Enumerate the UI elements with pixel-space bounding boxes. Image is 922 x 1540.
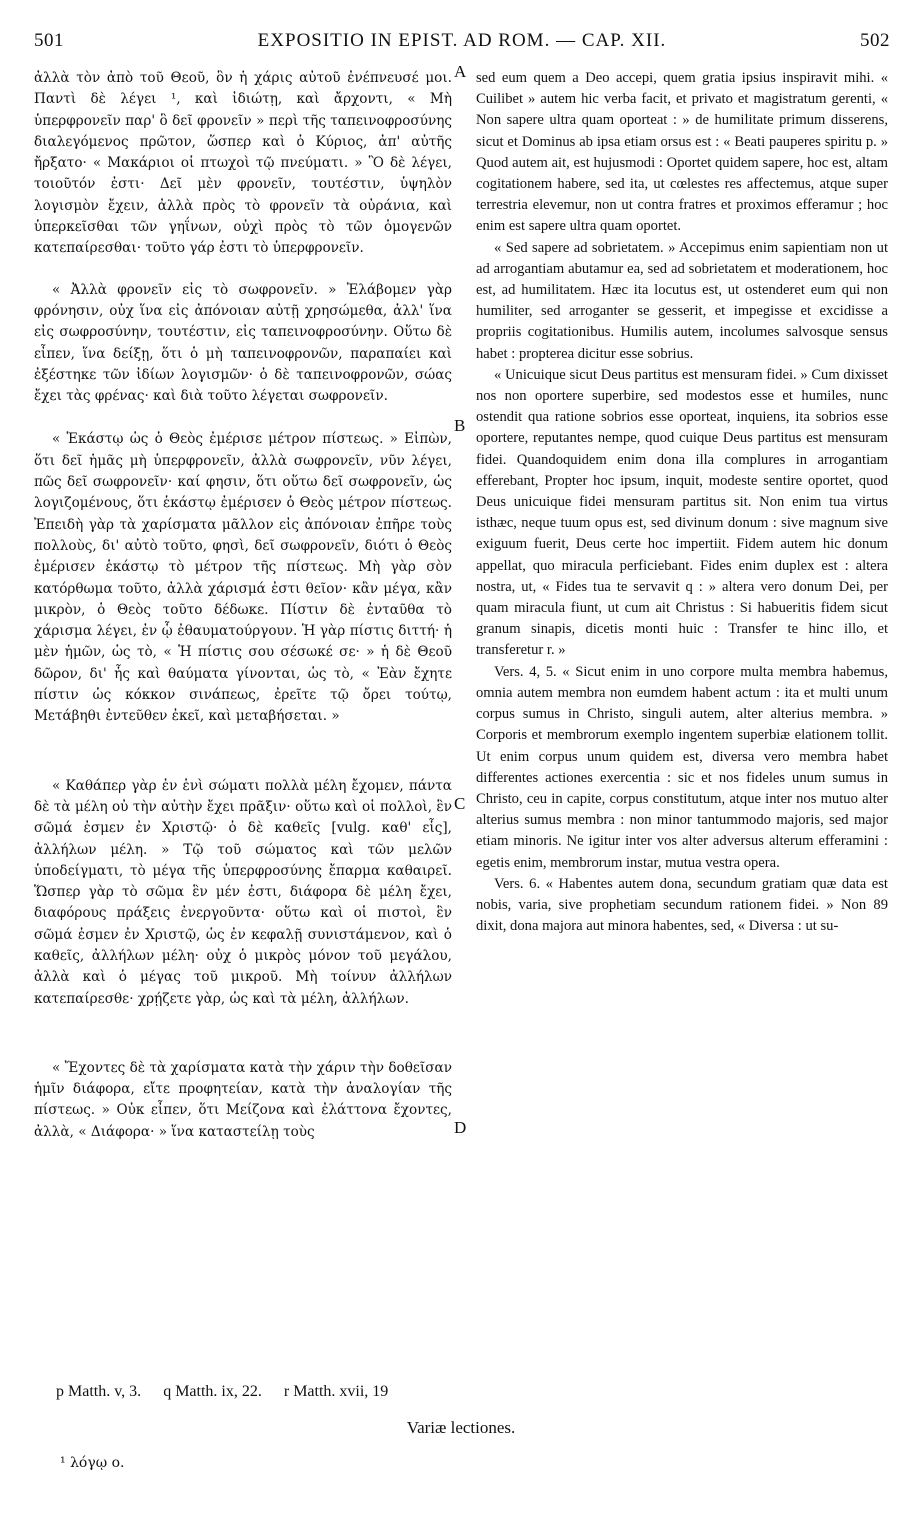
page-header	[34, 30, 890, 58]
latin-column	[476, 68, 888, 937]
greek-paragraph: « Καθάπερ γὰρ ἐν ἑνὶ σώματι πολλὰ μέλη ἔχομεν, πάντα δὲ τὰ μέλη οὐ τὴν αὐτὴν ἔχει πρᾶξιν· οὕτω καὶ οἱ πολλοὶ, ἓν σῶμά ἐσμεν ἐν Χριστῷ· ὁ δὲ καθεῖς [vulg. καθ' εἷς], ἀλλήλων μέλη. » Τῷ τοῦ σώματος καὶ τῶν μελῶν ὑποδείγματι, τὸ μέγα τῆς ὑπερφροσύνης ἔπαρμα καθαιρεῖ. Ὥσπερ γὰρ τὸ σῶμα ἓν μέν ἐστι, διάφορα δὲ μέλη ἔχει, διαφόρους πράξεις ἐνεργοῦντα· οὕτω καὶ οἱ πιστοὶ, ἓν σῶμά ἐσμεν ἐν Χριστῷ, ὡς ἐν κεφαλῇ συνιστάμενον, καὶ ὁ καθεῖς, ἀλλήλων μέλη· οὐχ ὁ μικρὸς μόνον τοῦ μεγάλου, ἀλλὰ καὶ ὁ μέγας τοῦ μικροῦ. Μὴ τοίνυν ἀλλήλων κατεπαίρεσθε· χρῄζετε γὰρ, ὡς καὶ τὰ μέλη, ἀλλήλων.	[34, 777, 452, 1007]
margin-letter-c: C	[454, 794, 466, 813]
running-title: EXPOSITIO IN EPIST. AD ROM. — CAP. XII.	[257, 30, 667, 51]
greek-paragraph: « Ἔχοντες δὲ τὰ χαρίσματα κατὰ τὴν χάριν τὴν δοθεῖσαν ἡμῖν διάφορα, εἴτε προφητείαν, κατὰ τὴν ἀναλογίαν τῆς πίστεως. » Οὐκ εἶπεν, ὅτι Μείζονα καὶ ἐλάττονα ἔχοντες, ἀλλὰ, « Διάφορα· » ἵνα καταστείλῃ τοὺς	[34, 1059, 452, 1140]
margin-letter-b: B	[454, 416, 466, 435]
greek-paragraph: « Ἑκάστῳ ὡς ὁ Θεὸς ἐμέρισε μέτρον πίστεως. » Εἰπὼν, ὅτι δεῖ ἡμᾶς μὴ ὑπερφρονεῖν, ἀλλὰ σωφρονεῖν, νῦν λέγει, πῶς δεῖ σωφρονεῖν· καί φησιν, ὅτι οὕτω δεῖ σωφρονεῖν, ὡς λογιζομένους, ὅτι ἑκάστῳ ἐμέρισεν ὁ Θεὸς μέτρον πίστεως. Ἐπειδὴ γὰρ τὰ χαρίσματα μᾶλλον εἰς ἀπόνοιαν ἐπῆρε τοὺς πολλοὺς, δι' αὐτὸ τοῦτο, φησὶ, δεῖ σωφρονεῖν, διότι ὁ Θεὸς ἐμέρισεν ἑκάστῳ τὸ μέτρον τῆς πίστεως. Μὴ γὰρ σὸν κατόρθωμα τοῦτο, ἀλλὰ χάρισμά ἐστι θεῖον· κἂν μέγα, κἂν μικρὸν, ὁ Θεὸς τοῦτο δέδωκε. Πίστιν δὲ ἐνταῦθα τὸ χάρισμα λέγει, ἐν ᾧ ἐθαυματούργουν. Ἡ γὰρ πίστις διττή· ἡ μὲν ἡμῶν, ὡς τὸ, « Ἡ πίστις σου σέσωκέ σε· » ἡ δὲ Θεοῦ δῶρον, δι' ἧς καὶ θαύματα γίνονται, ὡς τὸ, « Ἐὰν ἔχητε πίστιν ὡς κόκκον σινάπεως, ἐρεῖτε τῷ ὄρει τούτῳ, Μετάβηθι ἐντεῦθεν ἐκεῖ, καὶ μεταβήσεται. »	[34, 431, 452, 725]
scripture-references	[56, 1383, 406, 1401]
latin-paragraph: Vers. 4, 5. « Sicut enim in uno corpore multa membra habemus, omnia autem membra non eumdem habent actum : ita et multi unum corpus sumus in Christo, singuli autem, alter alterius membra. » Corporis et membrorum exemplo ingentem superbiæ elationem tollit. Ut enim corpus unum quidem est, diversa vero membra habet differentes actiones exercentia : sic et nos fideles unum sumus in Christo, ceu in capite, corpus constitutum, atque inter nos mutuo alter alterius sumus membra : non minor tantummodo majoris, sed major etiam minoris. Ne igitur inter vos alter adversus alterum efferamini : egetis enim, membrorum instar, mutua vestra opera.	[476, 663, 888, 871]
variant-reading: ¹ λόγῳ ο.	[60, 1455, 125, 1471]
latin-paragraph: sed eum quem a Deo accepi, quem gratia ipsius inspiravit mihi. « Cuilibet » autem hic verba facit, et privato et magistratum gerenti, « Non sapere ultra quam oporteat : » de humilitate primum disserens, sicut et Dominus ab ipsa etiam orsus est : « Beati pauperes spiritu p. » Quod autem ait, est hujusmodi : Oportet quidem sapere, hoc est, altam cogitationem habere, sed ita, ut cœlestes res affectemus, atque super terrestria elevemur, non ut contra fratres et proximos efferamur ; hoc enim est sapere ultra quam oportet.	[476, 70, 888, 235]
latin-paragraph: « Sed sapere ad sobrietatem. » Accepimus enim sapientiam non ut ad arrogantiam abutamur ea, sed ad sobrietatem et moderationem, hoc est, ad humilitatem. Hæc ita locutus est, ut ostenderet eum qui non humiliter, sed arroganter se gesserit, et impegisse et excidisse a propriis cogitationibus. Humilis autem, incolumes salvosque sensus habet : propterea dicitur esse sobrius.	[476, 239, 888, 362]
latin-paragraph: Vers. 6. « Habentes autem dona, secundum gratiam quæ data est nobis, varia, sive prophetiam secundum rationem fidei. » Non 89 dixit, dona majora aut minora habentes, sed, « Diversa : ut su-	[476, 875, 888, 935]
footnote-ref: q Matth. ix, 22.	[163, 1383, 262, 1400]
greek-paragraph: « Ἀλλὰ φρονεῖν εἰς τὸ σωφρονεῖν. » Ἐλάβομεν γὰρ φρόνησιν, οὐχ ἵνα εἰς ἀπόνοιαν αὐτῇ χρησώμεθα, ἀλλ' ἵνα εἰς σωφροσύνην, τουτέστιν, εἰς ταπεινοφροσύνην. Οὕτω δὲ εἶπεν, ἵνα δείξῃ, ὅτι ὁ μὴ ταπεινοφρονῶν, παραπαίει καὶ ἐξέστηκε τῶν ἰδίων λογισμῶν· ὁ δὲ ταπεινοφρονῶν, σώας ἔχει τὰς φρένας· καὶ διὰ τοῦτο λέγεται σωφρονεῖν.	[34, 281, 452, 405]
page-number-right: 502	[860, 30, 890, 51]
greek-column	[34, 68, 452, 1143]
greek-paragraph: ἀλλὰ τὸν ἀπὸ τοῦ Θεοῦ, ὃν ἡ χάρις αὐτοῦ ἐνέπνευσέ μοι. Παντὶ δὲ λέγει ¹, καὶ ἰδιώτῃ, καὶ ἄρχοντι, « Μὴ ὑπερφρονεῖν παρ' ὃ δεῖ φρονεῖν » περὶ τῆς ταπεινοφροσύνης διαλεγόμενος πρῶτον, ὥσπερ καὶ ὁ Κύριος, ἀπ' αὐτῆς ἤρξατο· « Μακάριοι οἱ πτωχοὶ τῷ πνεύματι. » Ὃ δὲ λέγει, τοιοῦτόν ἐστι· Δεῖ μὲν φρονεῖν, τουτέστιν, ὑψηλὸν λογισμὸν ἔχειν, ἀλλὰ πρὸς τὸ φρονεῖν τὰ οὐράνια, καὶ ὑπερκεῖσθαι τῶν γηΐνων, οὐχὶ πρὸς τὸ τῶν ὁμογενῶν κατεπαίρεσθαι· τοῦτο γάρ ἐστι τὸ ὑπερφρονεῖν.	[34, 70, 452, 257]
margin-letter-a: A	[454, 62, 467, 81]
page-number-left: 501	[34, 30, 64, 51]
latin-paragraph: « Unicuique sicut Deus partitus est mensuram fidei. » Cum dixisset nos non oportere superbire, sed modestos esse et humiles, nunc ostendit qua ratione sobrios esse oporteat, inquiens, ita sobrios esse oportere, reputantes nempe, quod cuique Deus partitus est mensuram fidei. Quandoquidem enim dona illa complures in arrogantiam efferebant, Propter hoc ipsum, inquit, modeste sentire oportet, quod Deus unicuique fidei mensuram partitus sit. Non enim tua virtus isthæc, neque tuum opus est, sed divinum donum : sive magnum sive exiguum fuerit, Deus certe hoc impertiit. Fidem autem hic donum appellat, quo miracula perficiebant. Fides enim duplex est : altera nostra, ut, « Fides tua te servavit q : » altera vero donum Dei, per quam miracula fiunt, ut cum ait Christus : Si habueritis fidem sicut granum sinapis, dicetis monti huic : Transfer te hinc illo, et transferetur r. »	[476, 366, 888, 659]
footnote-ref: r Matth. xvii, 19	[283, 1383, 389, 1400]
footnote-ref: p Matth. v, 3.	[56, 1383, 142, 1400]
variae-lectiones-heading: Variæ lectiones.	[406, 1418, 516, 1437]
margin-letter-d: D	[454, 1118, 467, 1137]
